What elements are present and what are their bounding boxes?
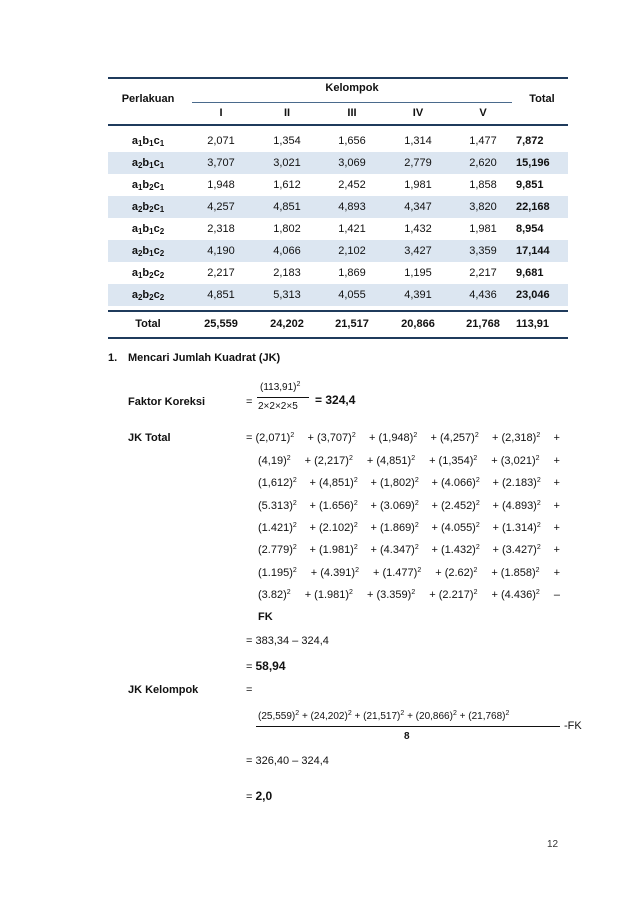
group-total: 21,517 [335,318,369,330]
cell-value: 1,948 [207,179,235,191]
numerator-term: + $(24,202)^2$ [301,710,352,722]
cell-value: 1,869 [338,267,366,279]
jk-total-label: JK Total [128,432,171,444]
treatment-label: $a_2b_2c_1$ [131,201,165,214]
jk-total-step: = 383,34 – 324,4 [246,635,329,647]
sum-term: + $(4,851)^2$ [366,455,416,467]
cell-value: 3,069 [338,157,366,169]
kelompok-rule [192,102,512,103]
total-row [108,313,568,335]
jk-kelompok-label: JK Kelompok [128,684,199,696]
jk-total-line [258,544,560,556]
row-total: 17,144 [516,245,550,257]
jk-total-line [258,522,560,534]
jk-kelompok-denominator: 8 [404,731,410,742]
cell-value: 4,257 [207,201,235,213]
sum-term: + [553,521,560,534]
treatment-label: $a_2b_2c_2$ [131,289,165,302]
group-total: 20,866 [401,318,435,330]
sum-term: + $(3.069)^2$ [370,499,419,512]
fk-equals: = [246,396,253,408]
sum-term: + $(1.981)^2$ [304,588,353,601]
cell-value: 4,347 [404,201,432,213]
sum-term: + $(2,217)^2$ [304,455,353,467]
jk-total-result: = 58,94 [246,659,286,673]
row-total: 9,681 [516,267,544,279]
cell-value: 3,427 [404,245,432,257]
treatment-label: $a_1b_1c_1$ [131,135,165,148]
cell-value: 2,217 [207,267,235,279]
sum-term: $(1.421)^2$ [258,521,297,534]
jk-kelompok-fraction-bar [256,726,560,727]
cell-value: 2,102 [338,245,366,257]
jk-total-line [258,477,560,489]
treatment-label: $a_1b_2c_2$ [131,267,165,280]
cell-value: 2,318 [207,223,235,235]
sum-term: + $(1.869)^2$ [370,521,419,534]
table-bottom-rule [108,337,568,339]
cell-value: 4,391 [404,289,432,301]
cell-value: 3,820 [469,201,497,213]
sum-term: + $(2.62)^2$ [435,566,478,579]
table-row [108,284,568,306]
sum-term: $(1.195)^2$ [258,566,297,579]
table-top-rule [108,77,568,79]
header-perlakuan: Perlakuan [121,93,175,105]
cell-value: 2,620 [469,157,497,169]
sum-term: + $(2.102)^2$ [309,521,358,534]
sum-term: + $(3,707)^2$ [307,432,356,444]
cell-value: 4,851 [207,289,235,301]
treatment-label: $a_1b_1c_2$ [131,223,165,236]
cell-value: 4,893 [338,201,366,213]
sum-term: + $(1.477)^2$ [372,566,422,579]
page-number: 12 [547,839,559,850]
sum-term: + [553,544,560,557]
sum-term: + $(4,257)^2$ [430,432,479,444]
table-row [108,196,568,218]
sum-term: + $(2.452)^2$ [431,499,480,512]
sum-term: + $(4.391)^2$ [310,566,359,579]
cell-value: 3,359 [469,245,497,257]
cell-value: 1,354 [273,135,301,147]
sum-term: + [553,566,560,579]
grand-total: 113,91 [516,318,550,330]
cell-value: 1,612 [273,179,301,191]
group-total: 21,768 [466,318,500,330]
sum-term: + $(3.427)^2$ [492,544,541,557]
cell-value: 1,981 [404,179,432,191]
group-header: III [347,107,357,119]
jk-total-line [258,500,560,512]
sum-term: + $(1,948)^2$ [369,432,418,444]
sum-term: + $(2.217)^2$ [429,588,478,601]
sum-term: + $(4,851)^2$ [309,477,358,490]
group-total: 25,559 [204,318,238,330]
jk-total-line [258,455,560,467]
fk-label: Faktor Koreksi [128,396,206,408]
row-total: 23,046 [516,289,550,301]
cell-value: 1,432 [404,223,432,235]
header-kelompok: Kelompok [325,82,379,94]
cell-value: 3,021 [273,157,301,169]
sum-term: $(3.82)^2$ [258,588,291,601]
section-title: Mencari Jumlah Kuadrat (JK) [128,352,281,364]
cell-value: 1,981 [469,223,497,235]
group-header: IV [412,107,424,119]
sum-term: $(1,612)^2$ [258,477,297,490]
sum-term: + $(4.347)^2$ [370,544,419,557]
cell-value: 1,421 [338,223,366,235]
cell-value: 1,802 [273,223,301,235]
section-number: 1. [108,352,118,364]
group-header: I [219,107,223,119]
cell-value: 4,066 [273,245,301,257]
group-header: V [479,107,487,119]
fk-fraction-bar [257,397,309,398]
treatment-label: $a_2b_1c_2$ [131,245,165,258]
total-top-rule [108,310,568,312]
sum-term: + $(1.656)^2$ [309,499,358,512]
cell-value: 4,055 [338,289,366,301]
row-total: 9,851 [516,179,544,191]
cell-value: 2,183 [273,267,301,279]
cell-value: 3,707 [207,157,235,169]
treatment-label: $a_2b_1c_1$ [131,157,165,170]
jk-kelompok-equals: = [246,684,253,696]
jk-kelompok-step: = 326,40 – 324,4 [246,755,329,767]
row-total: 8,954 [516,223,544,235]
cell-value: 4,190 [207,245,235,257]
cell-value: 1,195 [404,267,432,279]
sum-term: + $(1.432)^2$ [431,544,480,557]
fk-result: = 324,4 [315,393,356,407]
jk-total-line [246,432,560,444]
numerator-term: + $(21,768)^2$ [459,710,510,722]
sum-term: + $(1.314)^2$ [492,521,541,534]
sum-term: + [553,455,560,467]
cell-value: 5,313 [273,289,301,301]
numerator-term: + $(20,866)^2$ [407,710,457,722]
table-row [108,130,568,152]
sum-term: + $(2,318)^2$ [492,432,541,444]
sum-term: + [553,477,560,490]
sum-term: + $(4.066)^2$ [431,477,480,490]
cell-value: 2,452 [338,179,366,191]
sum-term: + $(1.981)^2$ [309,544,358,557]
cell-value: 1,858 [469,179,497,191]
treatment-label: $a_1b_2c_1$ [131,179,165,192]
cell-value: 1,477 [469,135,497,147]
header-total: Total [529,93,555,105]
table-row [108,240,568,262]
cell-value: 2,217 [469,267,497,279]
cell-value: 4,436 [469,289,497,301]
cell-value: 4,851 [273,201,301,213]
sum-term: + $(1,354)^2$ [429,455,478,467]
sum-term: – [553,588,560,601]
sum-term: $(5.313)^2$ [258,499,297,512]
fk-denominator: 2×2×2×5 [258,401,298,412]
jk-total-line [258,567,560,579]
fk-numerator: $(113,91)^2$ [260,381,301,393]
sum-term: + $(2.183)^2$ [492,477,541,490]
row-total: 7,872 [516,135,544,147]
sum-term: + [553,499,560,512]
sum-term: + $(1.858)^2$ [491,566,540,579]
row-total: 22,168 [516,201,550,213]
numerator-term: + $(21,517)^2$ [354,710,405,722]
cell-value: 1,656 [338,135,366,147]
jk-kelompok-numerator [258,711,509,722]
jk-kelompok-minus-fk: -FK [564,720,582,732]
sum-term: + $(3.359)^2$ [366,588,416,601]
sum-term: + $(4.893)^2$ [492,499,541,512]
table-row [108,218,568,240]
header-bottom-rule [108,124,568,126]
sum-term: $(4,19)^2$ [258,455,291,467]
sum-term: + [553,432,560,444]
cell-value: 2,071 [207,135,235,147]
total-label: Total [135,318,161,330]
jk-total-fk: FK [258,611,273,623]
numerator-term: $(25,559)^2$ [258,710,300,722]
row-total: 15,196 [516,157,550,169]
sum-term: = $(2,071)^2$ [246,432,295,444]
cell-value: 1,314 [404,135,432,147]
group-header: II [283,107,291,119]
group-total: 24,202 [270,318,304,330]
sum-term: + $(4.436)^2$ [491,588,540,601]
table-row [108,152,568,174]
sum-term: $(2.779)^2$ [258,544,297,557]
table-row [108,174,568,196]
jk-total-line [258,589,560,601]
sum-term: + $(3,021)^2$ [491,455,540,467]
sum-term: + $(4.055)^2$ [431,521,480,534]
cell-value: 2,779 [404,157,432,169]
table-row [108,262,568,284]
jk-kelompok-result: = 2,0 [246,789,273,803]
sum-term: + $(1,802)^2$ [370,477,419,490]
